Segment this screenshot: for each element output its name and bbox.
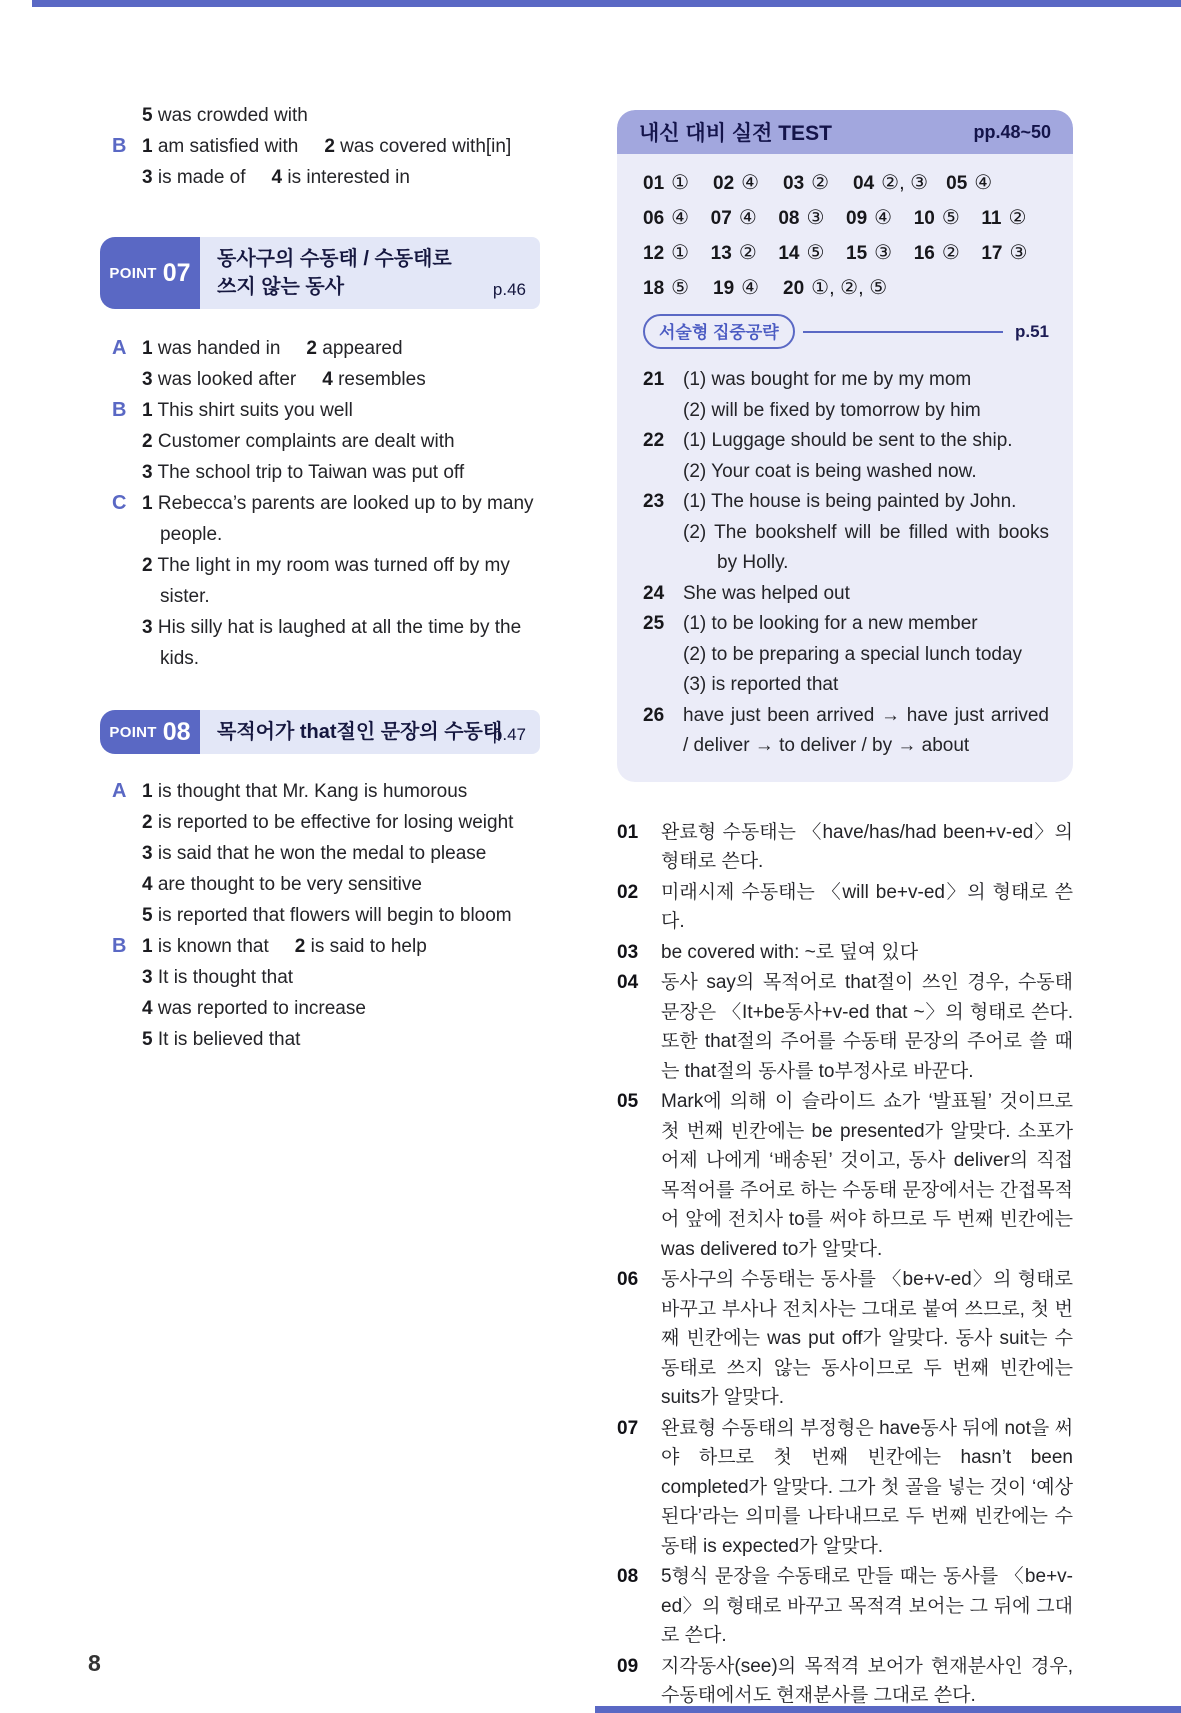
test-box-header — [617, 110, 1073, 154]
answer-item-number: 5 — [142, 1029, 153, 1050]
explanation-text: 지각동사(see)의 목적격 보어가 현재분사인 경우, 수동태에서도 현재분사를 그대로 쓴다. — [661, 1655, 1073, 1706]
test-box-body — [617, 154, 1073, 782]
answer-item-text: was reported to increase — [152, 998, 366, 1019]
explanation-number: 08 — [617, 1566, 639, 1587]
explanation-number: 04 — [617, 972, 639, 993]
explanation-text: 동사구의 수동태는 동사를 〈be+v-ed〉의 형태로 바꾸고 부사나 전치사는 그대로 붙여 쓰므로, 첫 번째 빈칸에는 was put off가 알맞다. 동사 suit는 수동태로 쓰지 않는 동사이므로 두 번째 빈칸에는 suits가 알맞다. — [661, 1269, 1073, 1408]
subjective-page-ref: p.51 — [1014, 321, 1049, 341]
answer-item-number: 3 — [142, 843, 153, 864]
question-number: 19 — [713, 278, 735, 299]
answer-item-text: The school trip to Taiwan was put off — [152, 462, 465, 483]
question-number: 06 — [643, 208, 665, 229]
point-07-page-ref: p.46 — [492, 280, 526, 299]
answer-row — [100, 488, 540, 550]
answer-row — [100, 869, 540, 900]
answer-item-number: 5 — [142, 105, 153, 126]
answer-item-number: 5 — [142, 905, 153, 926]
answer-item-text: It is thought that — [152, 967, 294, 988]
answer-item — [142, 874, 422, 895]
explanation-row — [617, 1414, 1073, 1562]
answer-grid-cell — [981, 240, 1049, 265]
question-number: 04 — [853, 173, 875, 194]
answer-grid-cell — [643, 170, 713, 195]
answer-grid-cell — [713, 275, 783, 300]
question-number: 14 — [778, 243, 800, 264]
answer-choice: ④ — [741, 172, 760, 194]
explanation-number: 03 — [617, 941, 639, 963]
subjective-item-number: 25 — [643, 613, 665, 634]
answer-item — [142, 462, 464, 483]
answer-item-text: is reported to be effective for losing weight — [152, 812, 514, 833]
answer-item-text: His silly hat is laughed at all the time by the kids. — [152, 617, 522, 669]
answer-grid-cell — [643, 205, 711, 230]
answer-item-number: 3 — [142, 462, 153, 483]
explanations-list — [617, 818, 1073, 1711]
answer-item — [306, 338, 402, 359]
subjective-item-number: 22 — [643, 430, 665, 451]
answer-choice: ② — [738, 242, 757, 264]
explanation-text: be covered with: ~로 덮여 있다 — [661, 941, 919, 963]
section-letter: B — [112, 399, 127, 421]
answer-item — [142, 369, 296, 390]
question-number: 15 — [846, 243, 868, 264]
subjective-item — [643, 365, 1049, 426]
answer-grid-row — [643, 170, 1049, 195]
answer-choice: ⑤ — [806, 242, 825, 264]
point-08-header — [100, 710, 540, 754]
subjective-item-lines — [683, 365, 1049, 426]
question-number: 01 — [643, 173, 665, 194]
answer-item-text: am satisfied with — [152, 136, 299, 157]
answer-choice: ②, ③ — [881, 172, 929, 194]
subjective-item-number: 24 — [643, 582, 665, 604]
explanation-text: 완료형 수동태의 부정형은 have동사 뒤에 not을 써야 하므로 첫 번째 빈칸에는 hasn’t been completed가 알맞다. 그가 첫 골을 넣는 것이 ‘예상된다’라는 의미를 나타내므로 두 번째 빈칸에는 수동태 is expected가 알맞다. — [661, 1417, 1073, 1557]
answer-grid-row — [643, 275, 1049, 300]
answer-item — [142, 105, 308, 126]
answer-item-number: 4 — [142, 874, 153, 895]
answer-item-number: 1 — [142, 400, 153, 421]
question-number: 16 — [913, 243, 935, 264]
answer-row — [100, 807, 540, 838]
answer-item — [142, 967, 293, 988]
answer-item-text: appeared — [316, 338, 403, 359]
explanation-row — [617, 1087, 1073, 1264]
objective-answers-grid — [643, 170, 1049, 300]
answer-choice: ④ — [741, 277, 760, 299]
answer-item-text: Customer complaints are dealt with — [152, 431, 455, 452]
subjective-item-lines — [683, 579, 1049, 610]
point-07-badge — [100, 237, 200, 309]
answer-choice: ④ — [738, 207, 757, 229]
subjective-answer-line: (1) Luggage should be sent to the ship. — [683, 430, 1013, 451]
subjective-item-lines — [683, 701, 1049, 762]
answer-item — [142, 431, 455, 452]
question-number: 12 — [643, 243, 665, 264]
point-08-badge — [100, 710, 200, 754]
subjective-answer-line: (3) is reported that — [683, 674, 839, 695]
answer-choice: ① — [671, 172, 690, 194]
test-box-title — [639, 117, 832, 147]
subjective-item — [643, 609, 1049, 701]
left-column — [100, 100, 540, 1055]
answer-item — [142, 167, 246, 188]
answer-choice: ③ — [806, 207, 825, 229]
answer-item-text: was looked after — [152, 369, 297, 390]
answer-choice: ② — [1008, 207, 1027, 229]
point-07-header — [100, 237, 540, 309]
answer-choice: ⑤ — [941, 207, 960, 229]
answer-grid-cell — [846, 205, 914, 230]
answer-choice: ⑤ — [671, 277, 690, 299]
subjective-answer-line: (1) to be looking for a new member — [683, 613, 978, 634]
answer-item-text: is known that — [152, 936, 269, 957]
answer-item — [142, 136, 298, 157]
explanation-row — [617, 968, 1073, 1086]
answer-choice: ①, ②, ⑤ — [811, 277, 888, 299]
answer-item — [142, 998, 366, 1019]
question-number: 09 — [846, 208, 868, 229]
answer-item-text: is said to help — [305, 936, 427, 957]
answer-item-number: 2 — [306, 338, 317, 359]
answer-item-number: 2 — [142, 431, 153, 452]
answer-grid-cell — [914, 205, 982, 230]
point-07-title: 동사구의 수동태 / 수동태로 쓰지 않는 동사 — [217, 248, 452, 298]
test-title-bold: 실전 TEST — [731, 122, 832, 145]
point-badge-number: 08 — [162, 717, 191, 746]
answer-item-number: 3 — [142, 167, 153, 188]
answer-item-number: 2 — [294, 936, 306, 957]
answer-item-text: The light in my room was turned off by my sister. — [152, 555, 510, 607]
section-letter: C — [112, 492, 127, 514]
explanation-number: 06 — [617, 1269, 639, 1290]
answer-item — [322, 369, 426, 390]
answer-item-text: is made of — [152, 167, 246, 188]
answer-item-number: 2 — [324, 136, 335, 157]
explanation-number: 09 — [617, 1655, 639, 1677]
answer-grid-cell — [853, 170, 928, 195]
answer-item — [142, 812, 513, 833]
answer-row — [100, 900, 540, 931]
answer-item-number: 4 — [322, 369, 333, 390]
answer-grid-cell — [946, 170, 1016, 195]
answer-item-text: Rebecca’s parents are looked up to by many people. — [152, 493, 534, 545]
answer-row — [100, 962, 540, 993]
subjective-answer-line: (1) was bought for me by my mom — [683, 369, 972, 390]
answer-row — [100, 333, 540, 364]
exam-test-answer-box — [617, 110, 1073, 782]
subjective-answer-line: (1) The house is being painted by John. — [683, 491, 1017, 512]
question-number: 05 — [946, 173, 968, 194]
answers-continuation-group — [100, 100, 540, 193]
answer-item — [142, 338, 280, 359]
answer-item-number: 2 — [142, 555, 153, 576]
explanation-row — [617, 1562, 1073, 1651]
question-number: 17 — [981, 243, 1003, 264]
answer-row — [100, 426, 540, 457]
answer-choice: ③ — [1009, 242, 1028, 264]
top-accent-bar — [32, 0, 1181, 7]
answer-row — [100, 457, 540, 488]
answer-item-text: It is believed that — [152, 1029, 301, 1050]
answer-row — [100, 364, 540, 395]
answer-item-text: is thought that Mr. Kang is humorous — [152, 781, 468, 802]
answer-item — [324, 136, 511, 157]
explanation-row — [617, 878, 1073, 937]
explanation-number: 07 — [617, 1417, 639, 1439]
subjective-answers-list — [643, 365, 1049, 762]
explanation-text: 동사 say의 목적어로 that절이 쓰인 경우, 수동태 문장은 〈It+be동사+v-ed that ~〉의 형태로 쓴다. 또한 that절의 주어를 수동태 문장의 주어로 쓸 때는 that절의 동사를 to부정사로 바꾼다. — [661, 972, 1073, 1082]
question-number: 02 — [713, 173, 735, 194]
answer-grid-cell — [711, 205, 779, 230]
subjective-answer-line: (2) Your coat is being washed now. — [683, 460, 977, 482]
question-number: 11 — [981, 208, 1002, 229]
answer-grid-cell — [713, 170, 783, 195]
answer-item-number: 3 — [142, 967, 153, 988]
point-07-answers-group — [100, 333, 540, 674]
subjective-item-number: 21 — [643, 369, 665, 390]
subjective-item-lines — [683, 609, 1049, 701]
section-letter: B — [112, 935, 127, 957]
answer-grid-cell — [778, 240, 846, 265]
subjective-answer-line: (2) The bookshelf will be filled with books by Holly. — [683, 521, 1049, 573]
right-column — [617, 110, 1073, 1712]
answer-item — [142, 493, 534, 545]
answer-choice: ① — [671, 242, 690, 264]
subjective-item-number: 23 — [643, 491, 665, 512]
question-number: 07 — [710, 208, 732, 229]
answer-grid-cell — [711, 240, 779, 265]
explanation-row — [617, 1265, 1073, 1413]
answer-item-text: This shirt suits you well — [152, 400, 353, 421]
answer-row — [100, 838, 540, 869]
answer-item — [142, 1029, 300, 1050]
answer-item — [142, 843, 486, 864]
answer-item — [295, 936, 427, 957]
answer-item — [272, 167, 410, 188]
answer-row — [100, 100, 540, 131]
question-number: 08 — [778, 208, 800, 229]
point-badge-label: POINT — [109, 264, 157, 282]
answer-grid-cell — [981, 205, 1049, 230]
answer-grid-cell — [643, 275, 713, 300]
answer-item — [142, 781, 467, 802]
answer-row — [100, 162, 540, 193]
answer-choice: ② — [941, 242, 960, 264]
test-box-page-range: pp.48~50 — [973, 121, 1051, 142]
answer-row — [100, 131, 540, 162]
point-badge-number: 07 — [162, 258, 191, 287]
subjective-section-header — [643, 314, 1049, 349]
explanation-text: 5형식 문장을 수동태로 만들 때는 동사를 〈be+v-ed〉의 형태로 바꾸고 목적격 보어는 그 뒤에 그대로 쓴다. — [661, 1566, 1073, 1646]
point-08-answers-group — [100, 776, 540, 1055]
subjective-answer-line: (2) to be preparing a special lunch today — [683, 643, 1023, 665]
test-title-regular: 내신 대비 — [639, 122, 726, 145]
explanation-number: 01 — [617, 821, 639, 843]
subjective-item — [643, 487, 1049, 579]
answer-item-text: was covered with[in] — [334, 136, 512, 157]
subjective-item — [643, 701, 1049, 762]
section-letter: B — [112, 135, 127, 157]
explanation-text: 미래시제 수동태는 〈will be+v-ed〉의 형태로 쓴다. — [661, 881, 1073, 932]
point-08-title-strip — [200, 710, 540, 754]
subjective-label-pill: 서술형 집중공략 — [643, 314, 795, 349]
answer-item-number: 4 — [271, 167, 283, 188]
answer-grid-cell — [643, 240, 711, 265]
subjective-item-lines — [683, 426, 1049, 487]
answer-item — [142, 400, 353, 421]
explanation-number: 02 — [617, 881, 639, 903]
answer-row — [100, 395, 540, 426]
answer-row — [100, 1024, 540, 1055]
answer-item-number: 1 — [142, 781, 153, 802]
answer-grid-cell — [778, 205, 846, 230]
answer-item-number: 3 — [142, 617, 153, 638]
subjective-answer-line: (2) will be fixed by tomorrow by him — [683, 399, 981, 421]
question-number: 03 — [783, 173, 805, 194]
question-number: 18 — [643, 278, 665, 299]
answer-item-number: 2 — [142, 812, 153, 833]
answer-choice: ④ — [974, 172, 993, 194]
section-letter: A — [112, 780, 127, 802]
answer-item-text: is interested in — [282, 167, 410, 188]
question-number: 10 — [913, 208, 935, 229]
point-badge-label: POINT — [109, 723, 157, 741]
explanation-number: 05 — [617, 1091, 639, 1112]
page-number: 8 — [88, 1650, 101, 1676]
point-08-title: 목적어가 that절인 문장의 수동태 — [217, 721, 503, 743]
answer-choice: ③ — [874, 242, 893, 264]
answer-grid-cell — [846, 240, 914, 265]
subjective-item — [643, 579, 1049, 610]
answer-grid-cell — [914, 240, 982, 265]
answer-item — [142, 617, 521, 669]
explanation-row — [617, 1652, 1073, 1711]
answer-item-number: 1 — [142, 136, 153, 157]
subjective-item-lines — [683, 487, 1049, 579]
answer-item-number: 4 — [142, 998, 153, 1019]
answer-item-text: resembles — [332, 369, 426, 390]
answer-item-number: 1 — [142, 936, 153, 957]
answer-choice: ④ — [874, 207, 893, 229]
answer-grid-row — [643, 240, 1049, 265]
answer-row — [100, 931, 540, 962]
answer-row — [100, 776, 540, 807]
answer-row — [100, 550, 540, 612]
answer-item-text: is said that he won the medal to please — [152, 843, 487, 864]
answer-grid-cell — [783, 275, 887, 300]
answer-item-text: was crowded with — [152, 105, 308, 126]
answer-item-number: 3 — [142, 369, 153, 390]
answer-choice: ② — [811, 172, 830, 194]
answer-item — [142, 555, 510, 607]
subjective-answer-line: She was helped out — [683, 582, 850, 604]
answer-item-number: 1 — [142, 338, 153, 359]
answer-item-text: is reported that flowers will begin to bloom — [152, 905, 512, 926]
answer-item — [142, 936, 269, 957]
subjective-item — [643, 426, 1049, 487]
explanation-row — [617, 818, 1073, 877]
subjective-divider-line — [803, 331, 1003, 333]
point-07-title-strip — [200, 237, 540, 309]
answer-item-number: 1 — [142, 493, 153, 514]
explanation-text: Mark에 의해 이 슬라이드 쇼가 ‘발표될’ 것이므로 첫 번째 빈칸에는 be presented가 알맞다. 소포가 어제 나에게 ‘배송된’ 것이고, 동사 deliver의 직접목적어를 주어로 하는 수동태 문장에서는 간접목적어 앞에 전치사 to를 써야 하므로 두 번째 빈칸에는 was delivered to가 알맞다. — [661, 1091, 1073, 1260]
explanation-text: 완료형 수동태는 〈have/has/had been+v-ed〉의 형태로 쓴다. — [661, 821, 1073, 872]
question-number: 20 — [783, 278, 805, 299]
subjective-answer-line: have just been arrived → have just arrived / deliver → to deliver / by → about — [683, 704, 1049, 756]
explanation-row — [617, 938, 1073, 968]
subjective-item-number: 26 — [643, 704, 665, 726]
point-08-page-ref: p.47 — [492, 725, 526, 744]
section-letter: A — [112, 337, 127, 359]
answer-row — [100, 612, 540, 674]
answer-grid-cell — [783, 170, 853, 195]
answer-item — [142, 905, 512, 926]
question-number: 13 — [710, 243, 732, 264]
answer-choice: ④ — [671, 207, 690, 229]
answer-row — [100, 993, 540, 1024]
answer-item-text: was handed in — [152, 338, 281, 359]
answer-grid-row — [643, 205, 1049, 230]
answer-item-text: are thought to be very sensitive — [152, 874, 422, 895]
